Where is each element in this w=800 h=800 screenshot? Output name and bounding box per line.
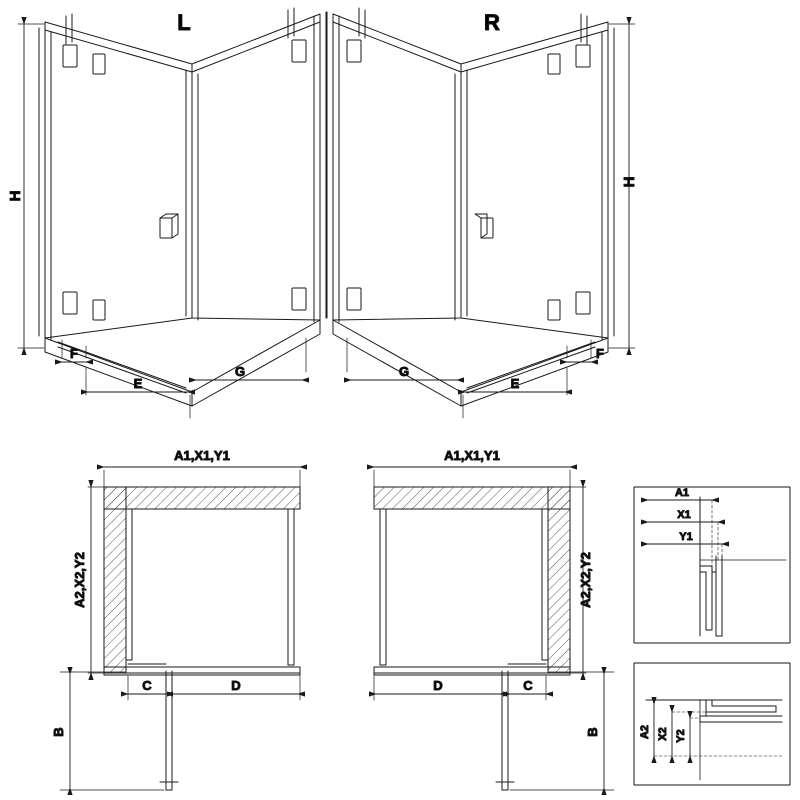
dim-label-c-right: C bbox=[523, 678, 533, 693]
view-label-left: L bbox=[177, 10, 191, 35]
dim-label-x1-detail: X1 bbox=[677, 509, 691, 521]
dim-label-e-left: E bbox=[133, 376, 143, 391]
plan-view-right bbox=[374, 448, 614, 790]
dim-label-e-right: E bbox=[510, 376, 520, 391]
dim-label-a2x2y2-left: A2,X2,Y2 bbox=[72, 552, 87, 608]
dim-label-g-right: G bbox=[398, 364, 410, 379]
dim-label-y1-detail: Y1 bbox=[679, 531, 693, 543]
dim-label-f-left: F bbox=[70, 346, 78, 361]
dim-label-a2x2y2-right: A2,X2,Y2 bbox=[578, 552, 593, 608]
iso-view-left bbox=[7, 8, 326, 418]
dim-label-g-left: G bbox=[234, 364, 246, 379]
dim-label-x2-detail: X2 bbox=[657, 727, 669, 741]
dim-label-d-right: D bbox=[433, 678, 443, 693]
detail-view-bottom bbox=[634, 663, 790, 785]
iso-view-right bbox=[327, 8, 638, 418]
dim-label-a1-detail: A1 bbox=[674, 487, 690, 499]
dim-label-b-left: B bbox=[51, 727, 66, 737]
dim-label-h-right: H bbox=[621, 176, 638, 188]
dim-label-d-left: D bbox=[231, 678, 241, 693]
dim-label-a2-detail: A2 bbox=[639, 724, 651, 740]
dim-label-h-left: H bbox=[7, 190, 24, 202]
dim-label-a1x1y1-left: A1,X1,Y1 bbox=[174, 448, 230, 463]
dim-label-c-left: C bbox=[142, 678, 152, 693]
detail-view-top bbox=[634, 487, 790, 643]
plan-view-left bbox=[51, 448, 300, 790]
dim-label-y2-detail: Y2 bbox=[675, 729, 687, 743]
dim-label-a1x1y1-right: A1,X1,Y1 bbox=[444, 448, 500, 463]
dim-label-b-right: B bbox=[585, 727, 600, 737]
dim-label-f-right: F bbox=[596, 346, 604, 361]
view-label-right: R bbox=[484, 10, 500, 35]
